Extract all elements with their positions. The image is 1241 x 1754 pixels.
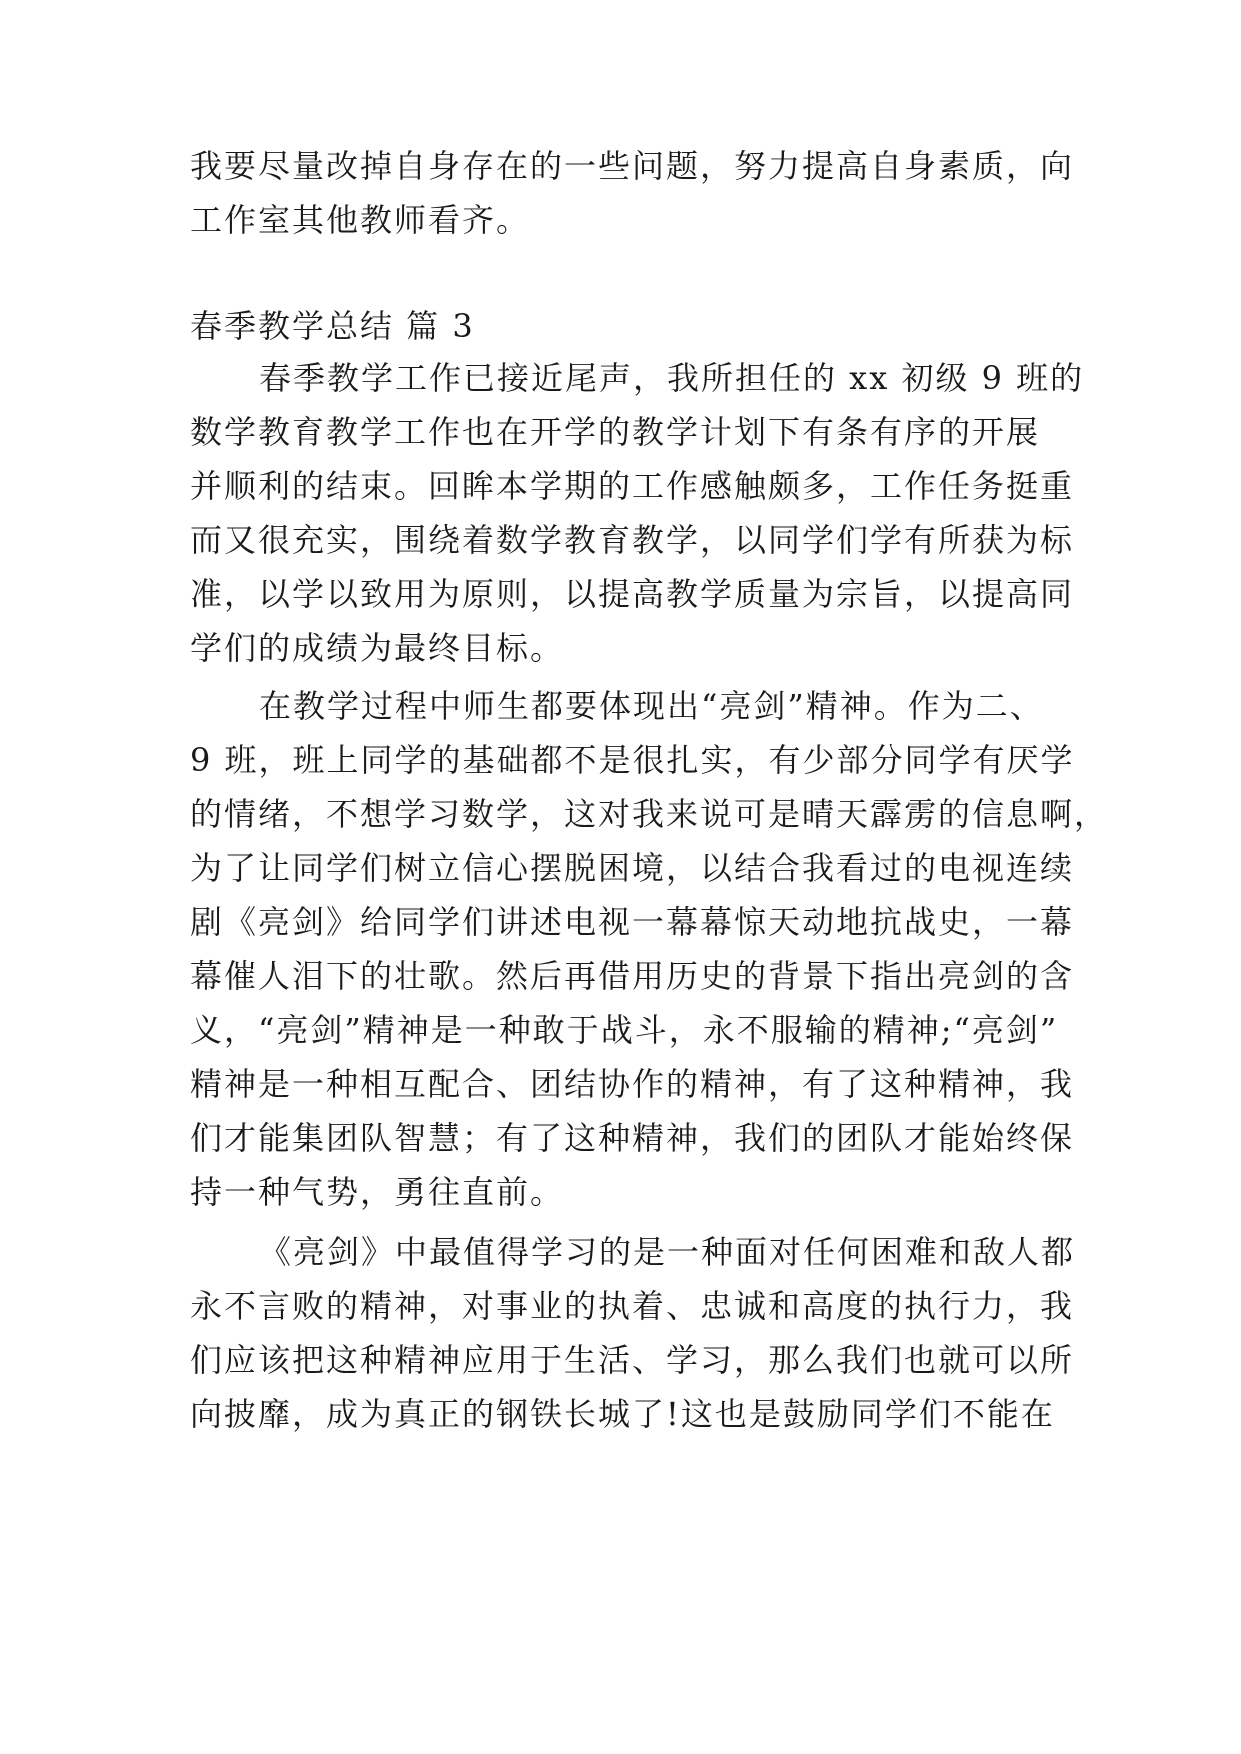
paragraph1-line-5: 准，以学以致用为原则，以提高教学质量为宗旨，以提高同 bbox=[190, 575, 1075, 613]
paragraph3-line-2: 永不言败的精神，对事业的执着、忠诚和高度的执行力，我 bbox=[190, 1287, 1075, 1325]
paragraph2-line-9: 们才能集团队智慧；有了这种精神，我们的团队才能始终保 bbox=[190, 1119, 1075, 1157]
paragraph2-line-5: 剧《亮剑》给同学们讲述电视一幕幕惊天动地抗战史，一幕 bbox=[190, 903, 1075, 941]
intro-line-2: 工作室其他教师看齐。 bbox=[190, 201, 531, 239]
paragraph2-line-6: 幕催人泪下的壮歌。然后再借用历史的背景下指出亮剑的含 bbox=[190, 957, 1075, 995]
intro-line-1: 我要尽量改掉自身存在的一些问题，努力提高自身素质，向 bbox=[190, 147, 1075, 185]
paragraph1-line-1: 春季教学工作已接近尾声，我所担任的 xx 初级 9 班的 bbox=[259, 359, 1085, 397]
paragraph3-line-1: 《亮剑》中最值得学习的是一种面对任何困难和敌人都 bbox=[259, 1233, 1076, 1271]
paragraph2-line-1: 在教学过程中师生都要体现出“亮剑”精神。作为二、 bbox=[259, 687, 1044, 725]
paragraph2-line-3: 的情绪，不想学习数学，这对我来说可是晴天霹雳的信息啊， bbox=[190, 795, 1109, 833]
paragraph3-line-3: 们应该把这种精神应用于生活、学习，那么我们也就可以所 bbox=[190, 1341, 1075, 1379]
paragraph3-line-4: 向披靡，成为真正的钢铁长城了!这也是鼓励同学们不能在 bbox=[190, 1395, 1055, 1433]
paragraph2-line-4: 为了让同学们树立信心摆脱困境，以结合我看过的电视连续 bbox=[190, 849, 1075, 887]
section-heading: 春季教学总结 篇 3 bbox=[190, 307, 475, 345]
paragraph2-line-10: 持一种气势，勇往直前。 bbox=[190, 1173, 565, 1211]
paragraph2-line-7: 义，“亮剑”精神是一种敢于战斗，永不服输的精神;“亮剑” bbox=[190, 1011, 1059, 1049]
paragraph1-line-6: 学们的成绩为最终目标。 bbox=[190, 629, 565, 667]
paragraph1-line-4: 而又很充实，围绕着数学教育教学，以同学们学有所获为标 bbox=[190, 521, 1075, 559]
paragraph1-line-3: 并顺利的结束。回眸本学期的工作感触颇多，工作任务挺重 bbox=[190, 467, 1075, 505]
paragraph1-line-2: 数学教育教学工作也在开学的教学计划下有条有序的开展 bbox=[190, 413, 1041, 451]
paragraph2-line-8: 精神是一种相互配合、团结协作的精神，有了这种精神，我 bbox=[190, 1065, 1075, 1103]
paragraph2-line-2: 9 班，班上同学的基础都不是很扎实，有少部分同学有厌学 bbox=[190, 741, 1075, 779]
